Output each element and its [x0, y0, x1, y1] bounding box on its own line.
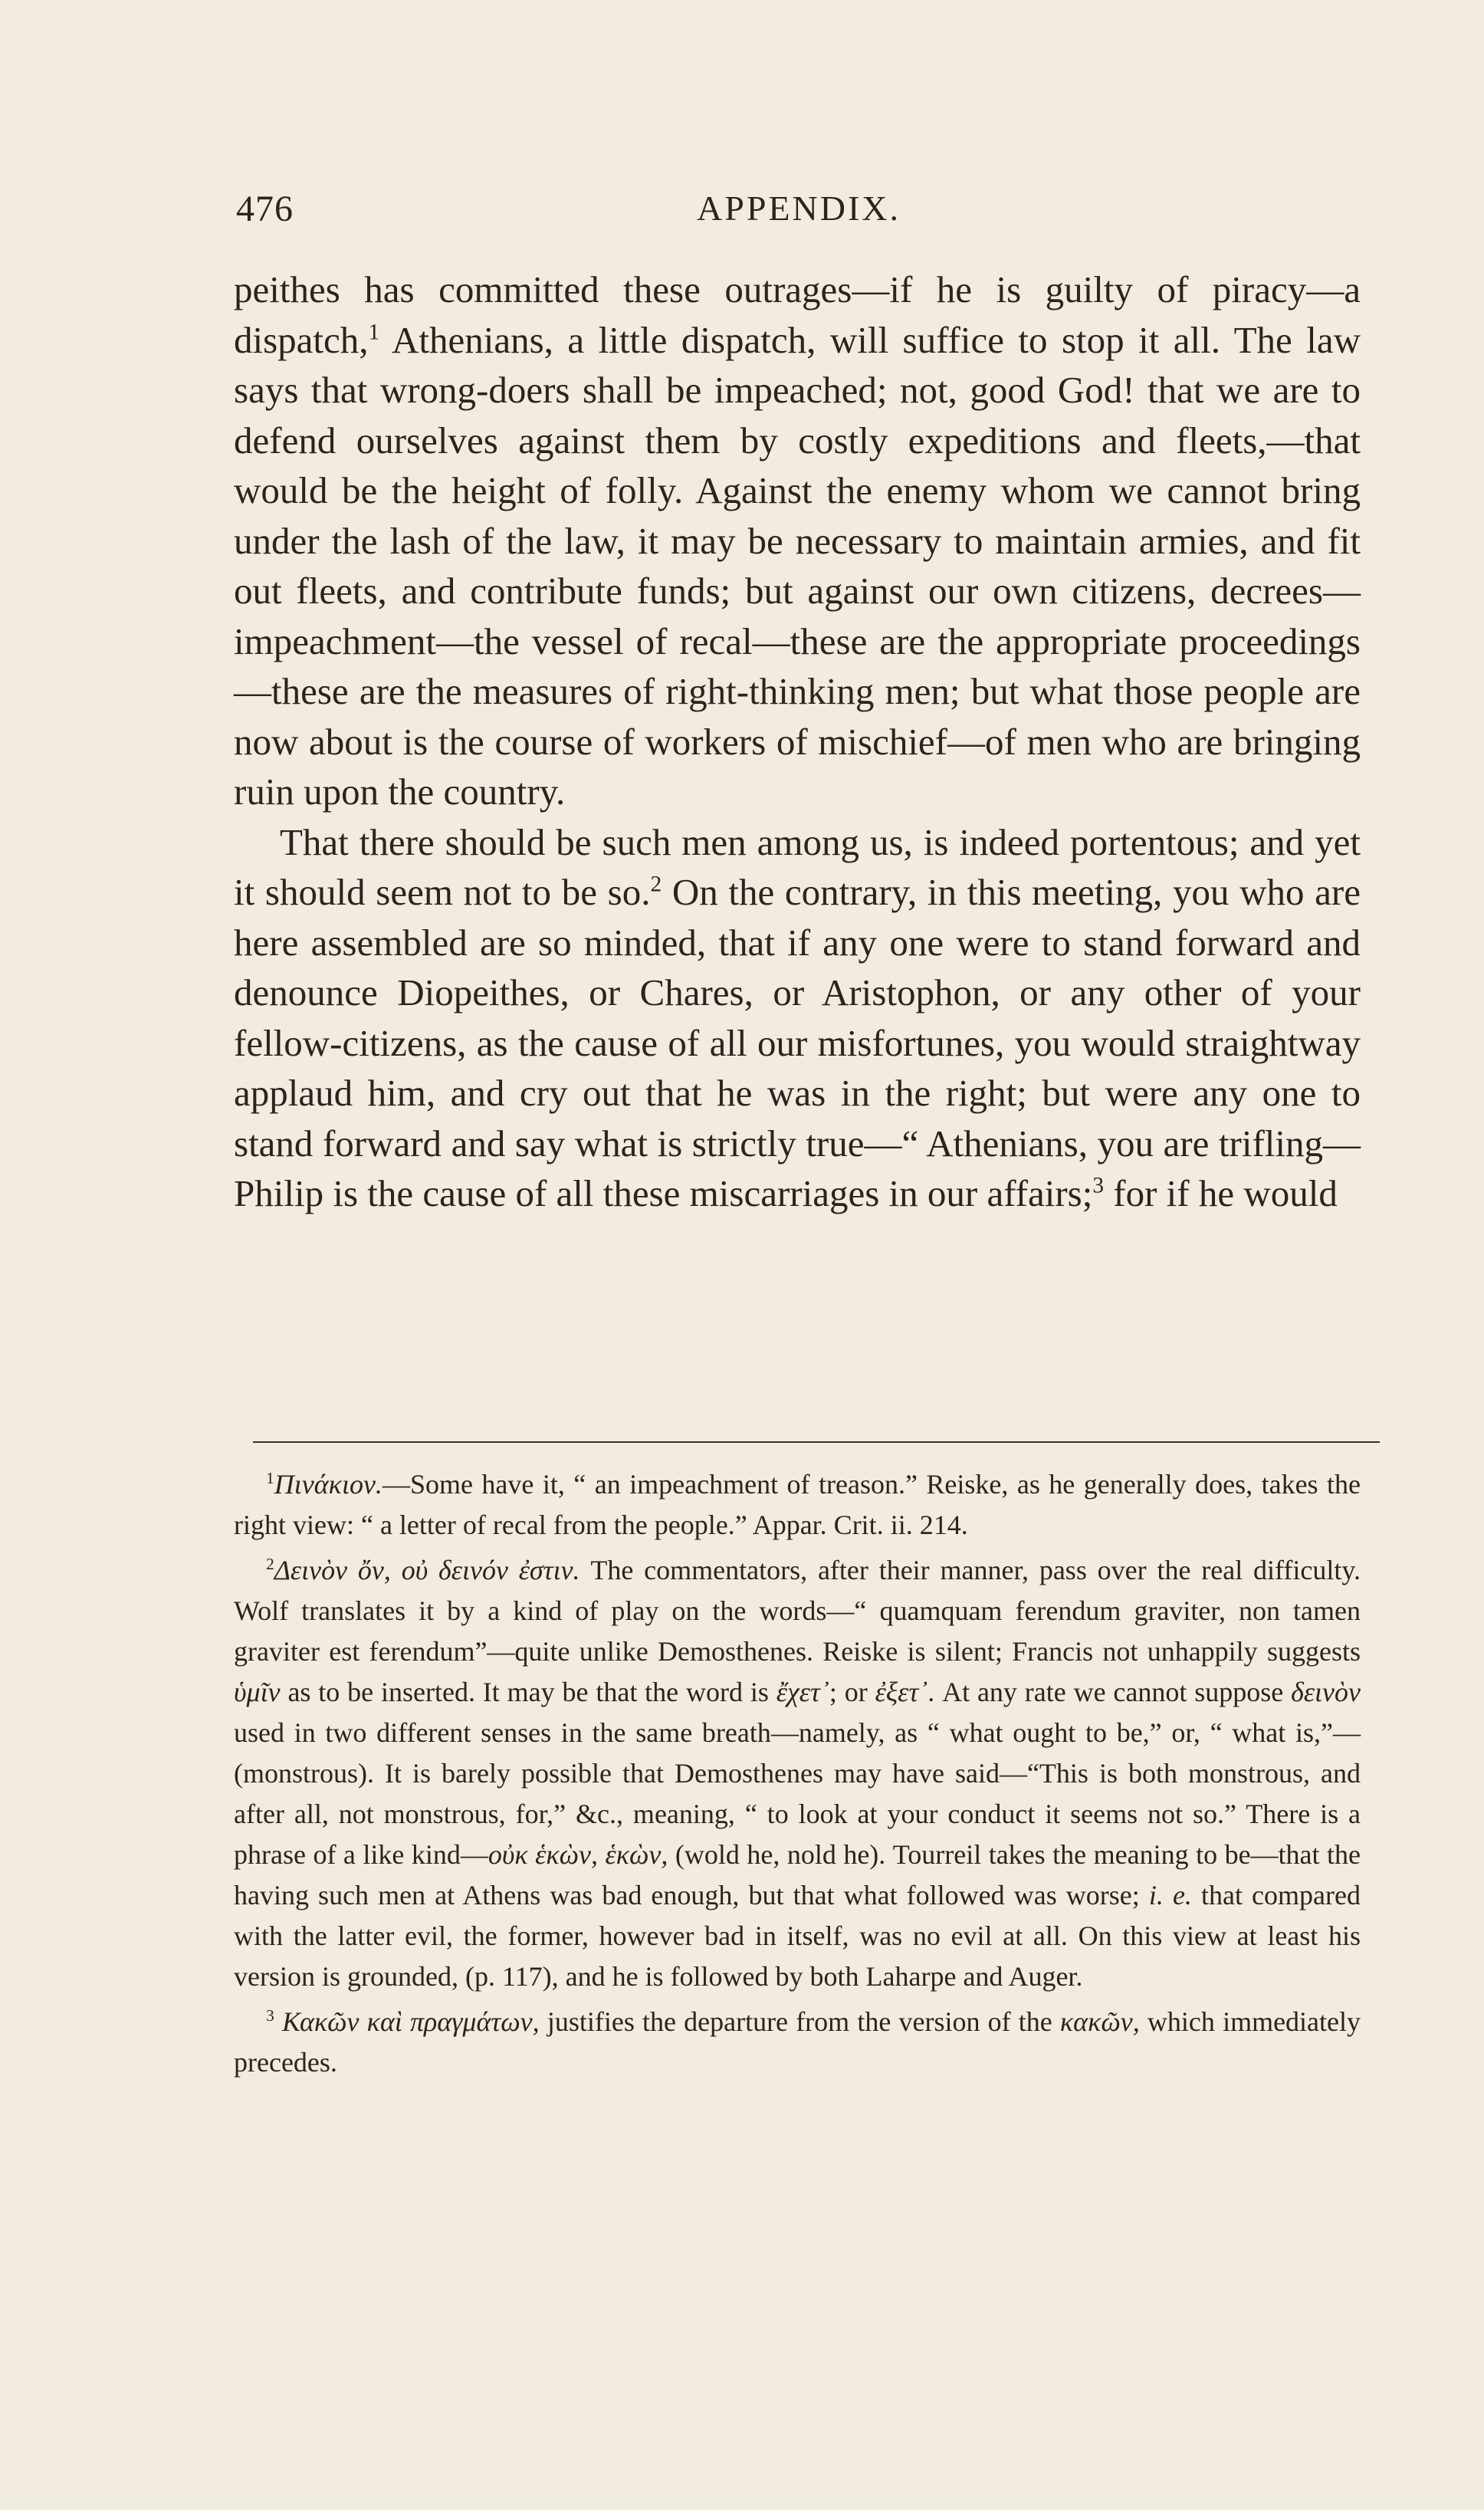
footnote-1: [234, 1464, 1361, 1546]
footnote-2-greek-6: οὐκ ἑκὼν, ἑκὼν,: [488, 1839, 668, 1870]
paragraph-2-text-b: On the contrary, in this meeting, you who are here assembled are so minded, that if any one were to stand forward and denounce Diopeithes, or Chares, or Aristophon, or any other of your fellow-citizens, as the cause of all our misfortunes, you would straightway applaud him, and cry out that he was in the right; but were any one to stand forward and say what is strictly true—“ Athenians, you are trifling—Philip is the cause of all these miscarriages in our affairs;: [234, 871, 1361, 1214]
page-header: [236, 188, 1361, 249]
footnote-3-mark: 3: [266, 2006, 274, 2025]
footnote-2-ie: i. e.: [1148, 1880, 1192, 1910]
footnote-2-greek-4: ἐξετ᾽: [875, 1677, 928, 1707]
footnote-2-text-g: that compared with the latter evil, the former, however bad in itself, was no evil at all. On this view at least his version is grounded, (p. 117), and he is followed by both Laharpe and Auger.: [234, 1880, 1361, 1992]
footnote-3-greek: Κακῶν καὶ πραγμάτων,: [281, 2006, 540, 2037]
paragraph-1-text-a: peithes has committed these outrages—if he is guilty of piracy—a dispatch,: [234, 268, 1361, 361]
running-head: APPENDIX.: [697, 189, 901, 228]
footnote-1-mark: 1: [266, 1469, 274, 1487]
page-number: 476: [236, 189, 294, 229]
footnote-2: [234, 1550, 1361, 1997]
footnote-divider: [253, 1441, 1380, 1443]
footnote-2-greek-2: ὑμῖν: [234, 1677, 281, 1707]
footnote-ref-1: 1: [368, 320, 380, 345]
footnote-3: [234, 2002, 1361, 2083]
footnote-2-text-a: The commentators, after their manner, pass over the real difficulty. Wolf translates it by a kind of play on the words—“ quamquam ferendum graviter, non tamen graviter est ferendum”—quite unlike Demosthenes. Reiske is silent; Francis not unhappily suggests: [234, 1555, 1361, 1667]
footnote-2-text-d: . At any rate we cannot suppose: [927, 1677, 1292, 1707]
footnote-1-greek: Πινάκιον.: [274, 1469, 382, 1500]
footnote-2-text-c: ; or: [829, 1677, 875, 1707]
footnote-2-greek-5: δεινὸν: [1291, 1677, 1361, 1707]
paragraph-2-text-c: for if he would: [1104, 1172, 1338, 1214]
footnote-3-greek-2: κακῶν,: [1059, 2006, 1140, 2037]
footnote-3-text-a: justifies the departure from the version of the: [539, 2006, 1060, 2037]
footnote-2-greek: Δεινὸν ὄν, οὐ δεινόν ἐστιν.: [274, 1555, 580, 1585]
paragraph-1: [234, 264, 1361, 817]
footnote-3-text-b: which immediately precedes.: [234, 2006, 1361, 2078]
footnote-2-text-e: used in two different senses in the same breath—namely, as “ what ought to be,” or, “ what is,”—(monstrous). It is barely possible that Demosthenes may have said—“This is both monstrous, and after all, not monstrous, for,” &c., meaning, “ to look at your conduct it seems not so.” There is a phrase of a like kind—: [234, 1717, 1361, 1870]
paragraph-2: [234, 817, 1361, 1219]
footnote-ref-2: 2: [650, 872, 662, 897]
footnote-2-text-b: as to be inserted. It may be that the word is: [280, 1677, 776, 1707]
footnote-2-mark: 2: [266, 1555, 274, 1573]
footnote-1-text: —Some have it, “ an impeachment of treason.” Reiske, as he generally does, takes the right view: “ a letter of recal from the people.” Appar. Crit. ii. 214.: [234, 1469, 1361, 1540]
footnotes: [234, 1464, 1361, 2088]
footnote-2-greek-3: ἔχετ᾽: [776, 1677, 829, 1707]
footnote-2-text-f: (wold he, nold he). Tourreil takes the meaning to be—that the having such men at Athens was bad enough, but that what followed was worse;: [234, 1839, 1361, 1910]
paragraph-2-text-a: That there should be such men among us, is indeed portentous; and yet it should seem not to be so.: [234, 820, 1361, 913]
paragraph-1-text-b: Athenians, a little dispatch, will suffice to stop it all. The law says that wrong-doers shall be impeached; not, good God! that we are to defend ourselves against them by costly expeditions and fleets,—that would be the height of folly. Against the enemy whom we cannot bring under the lash of the law, it may be necessary to maintain armies, and fit out fleets, and contribute funds; but against our own citizens, decrees—impeachment—the vessel of recal—these are the appropriate proceedings—these are the measures of right-thinking men; but what those people are now about is the course of workers of mischief—of men who are bringing ruin upon the country.: [234, 318, 1361, 813]
footnote-ref-3: 3: [1092, 1173, 1105, 1198]
body-text: [234, 264, 1361, 1219]
